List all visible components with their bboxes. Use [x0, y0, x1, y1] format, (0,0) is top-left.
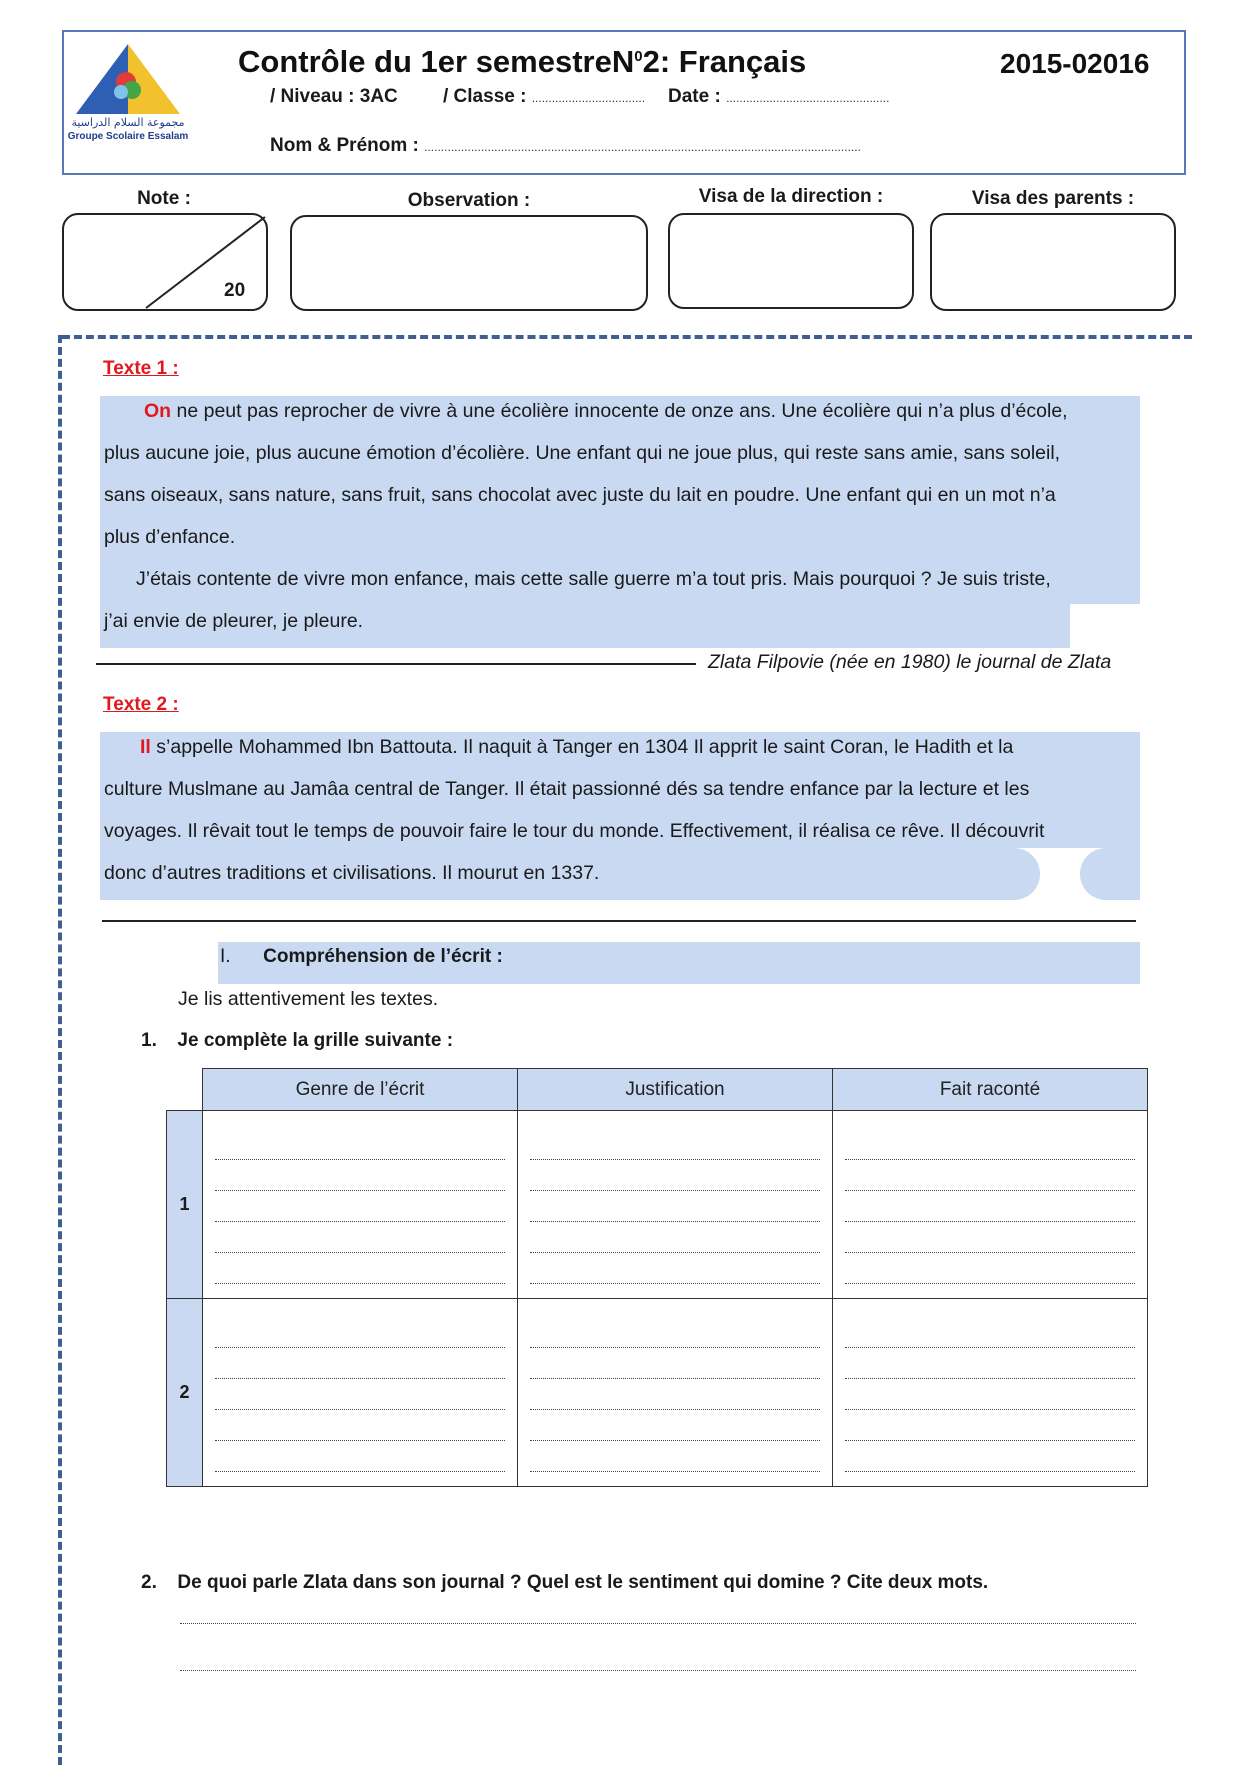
answer-cell-genre-1[interactable] — [203, 1111, 518, 1299]
answer-cell-justification-2[interactable] — [518, 1299, 833, 1487]
observation-label: Observation : — [407, 190, 531, 211]
note-box[interactable] — [62, 213, 268, 311]
question2: 2. De quoi parle Zlata dans son journal ? Quel est le sentiment qui domine ? Cite deux mots. — [141, 1572, 989, 1593]
dashed-frame-left — [58, 335, 62, 1765]
section1-intro: Je lis attentivement les textes. — [178, 988, 439, 1010]
visa-direction-label: Visa de la direction : — [698, 186, 884, 207]
texte1-body: On ne peut pas reprocher de vivre à une écolière innocente de onze ans. Une écolière qui n’a plus d’école, plus aucune joie, plus aucune émotion d’écolière. Une enfant qui ne joue plus, qui reste sans amie, sans soleil, sans oiseaux, sans nature, sans fruit, sans chocolat avec juste du lait en poudre. Une enfant qui en un mot n’a plus d’enfance. J’étais contente de vivre mon enfance, mais cette salle guerre m’a tout pris. Mais pourquoi ? Je suis triste, j’ai envie de pleurer, je pleure. — [104, 400, 1068, 632]
niveau-label: / Niveau : 3AC — [270, 86, 398, 107]
column-header-fait-raconte: Fait raconté — [833, 1069, 1148, 1111]
comprehension-grid — [166, 1068, 1148, 1487]
texte2-body: Il s’appelle Mohammed Ibn Battouta. Il naquit à Tanger en 1304 Il apprit le saint Coran, le Hadith et la culture Muslmane au Jamâa central de Tanger. Il était passionné dés sa tendre enfance par la lecture et les voyages. Il rêvait tout le temps de pouvoir faire le tour du monde. Effectivement, il réalisa ce rêve. Il découvrit donc d’autres traditions et civilisations. Il mourut en 1337. — [104, 736, 1045, 884]
school-year: 2015-02016 — [1000, 48, 1150, 79]
texte2-label: Texte 2 : — [103, 694, 179, 715]
observation-box[interactable] — [290, 215, 648, 311]
texte1-label: Texte 1 : — [103, 358, 179, 379]
section1-heading: I. Compréhension de l’écrit : — [220, 946, 503, 967]
table-row — [167, 1111, 1148, 1299]
visa-parents-box[interactable] — [930, 213, 1176, 311]
logo-caption: Groupe Scolaire Essalam — [67, 131, 189, 142]
school-logo — [66, 40, 190, 146]
column-header-genre: Genre de l’écrit — [203, 1069, 518, 1111]
answer-cell-justification-1[interactable] — [518, 1111, 833, 1299]
note-label: Note : — [137, 188, 191, 209]
visa-parents-label: Visa des parents : — [971, 188, 1135, 209]
visa-direction-box[interactable] — [668, 213, 914, 309]
logo-arabic-text: مجموعة السلام الدراسية — [71, 116, 185, 129]
column-header-justification: Justification — [518, 1069, 833, 1111]
date-field[interactable]: Date : ................................................. — [668, 86, 890, 107]
note-total: 20 — [224, 280, 246, 301]
dashed-frame-top — [62, 335, 1192, 339]
nom-prenom-field[interactable]: Nom & Prénom : ................................................................................................................................... — [270, 135, 861, 156]
question2-answer-line-1[interactable] — [180, 1623, 1136, 1624]
question2-answer-line-2[interactable] — [180, 1670, 1136, 1671]
answer-cell-fait-1[interactable] — [833, 1111, 1148, 1299]
classe-field[interactable]: / Classe : .................................. — [443, 86, 646, 107]
table-row — [167, 1299, 1148, 1487]
row-number-2: 2 — [167, 1299, 203, 1487]
answer-cell-genre-2[interactable] — [203, 1299, 518, 1487]
texts-separator-line — [102, 920, 1136, 922]
row-number-1: 1 — [167, 1111, 203, 1299]
source-separator-line — [96, 663, 696, 665]
answer-cell-fait-2[interactable] — [833, 1299, 1148, 1487]
question1: 1. Je complète la grille suivante : — [141, 1030, 454, 1051]
texte1-source: Zlata Filpovie (née en 1980) le journal de Zlata — [708, 651, 1112, 673]
page-title: Contrôle du 1er semestreN$^0$2: Français — [238, 44, 807, 79]
